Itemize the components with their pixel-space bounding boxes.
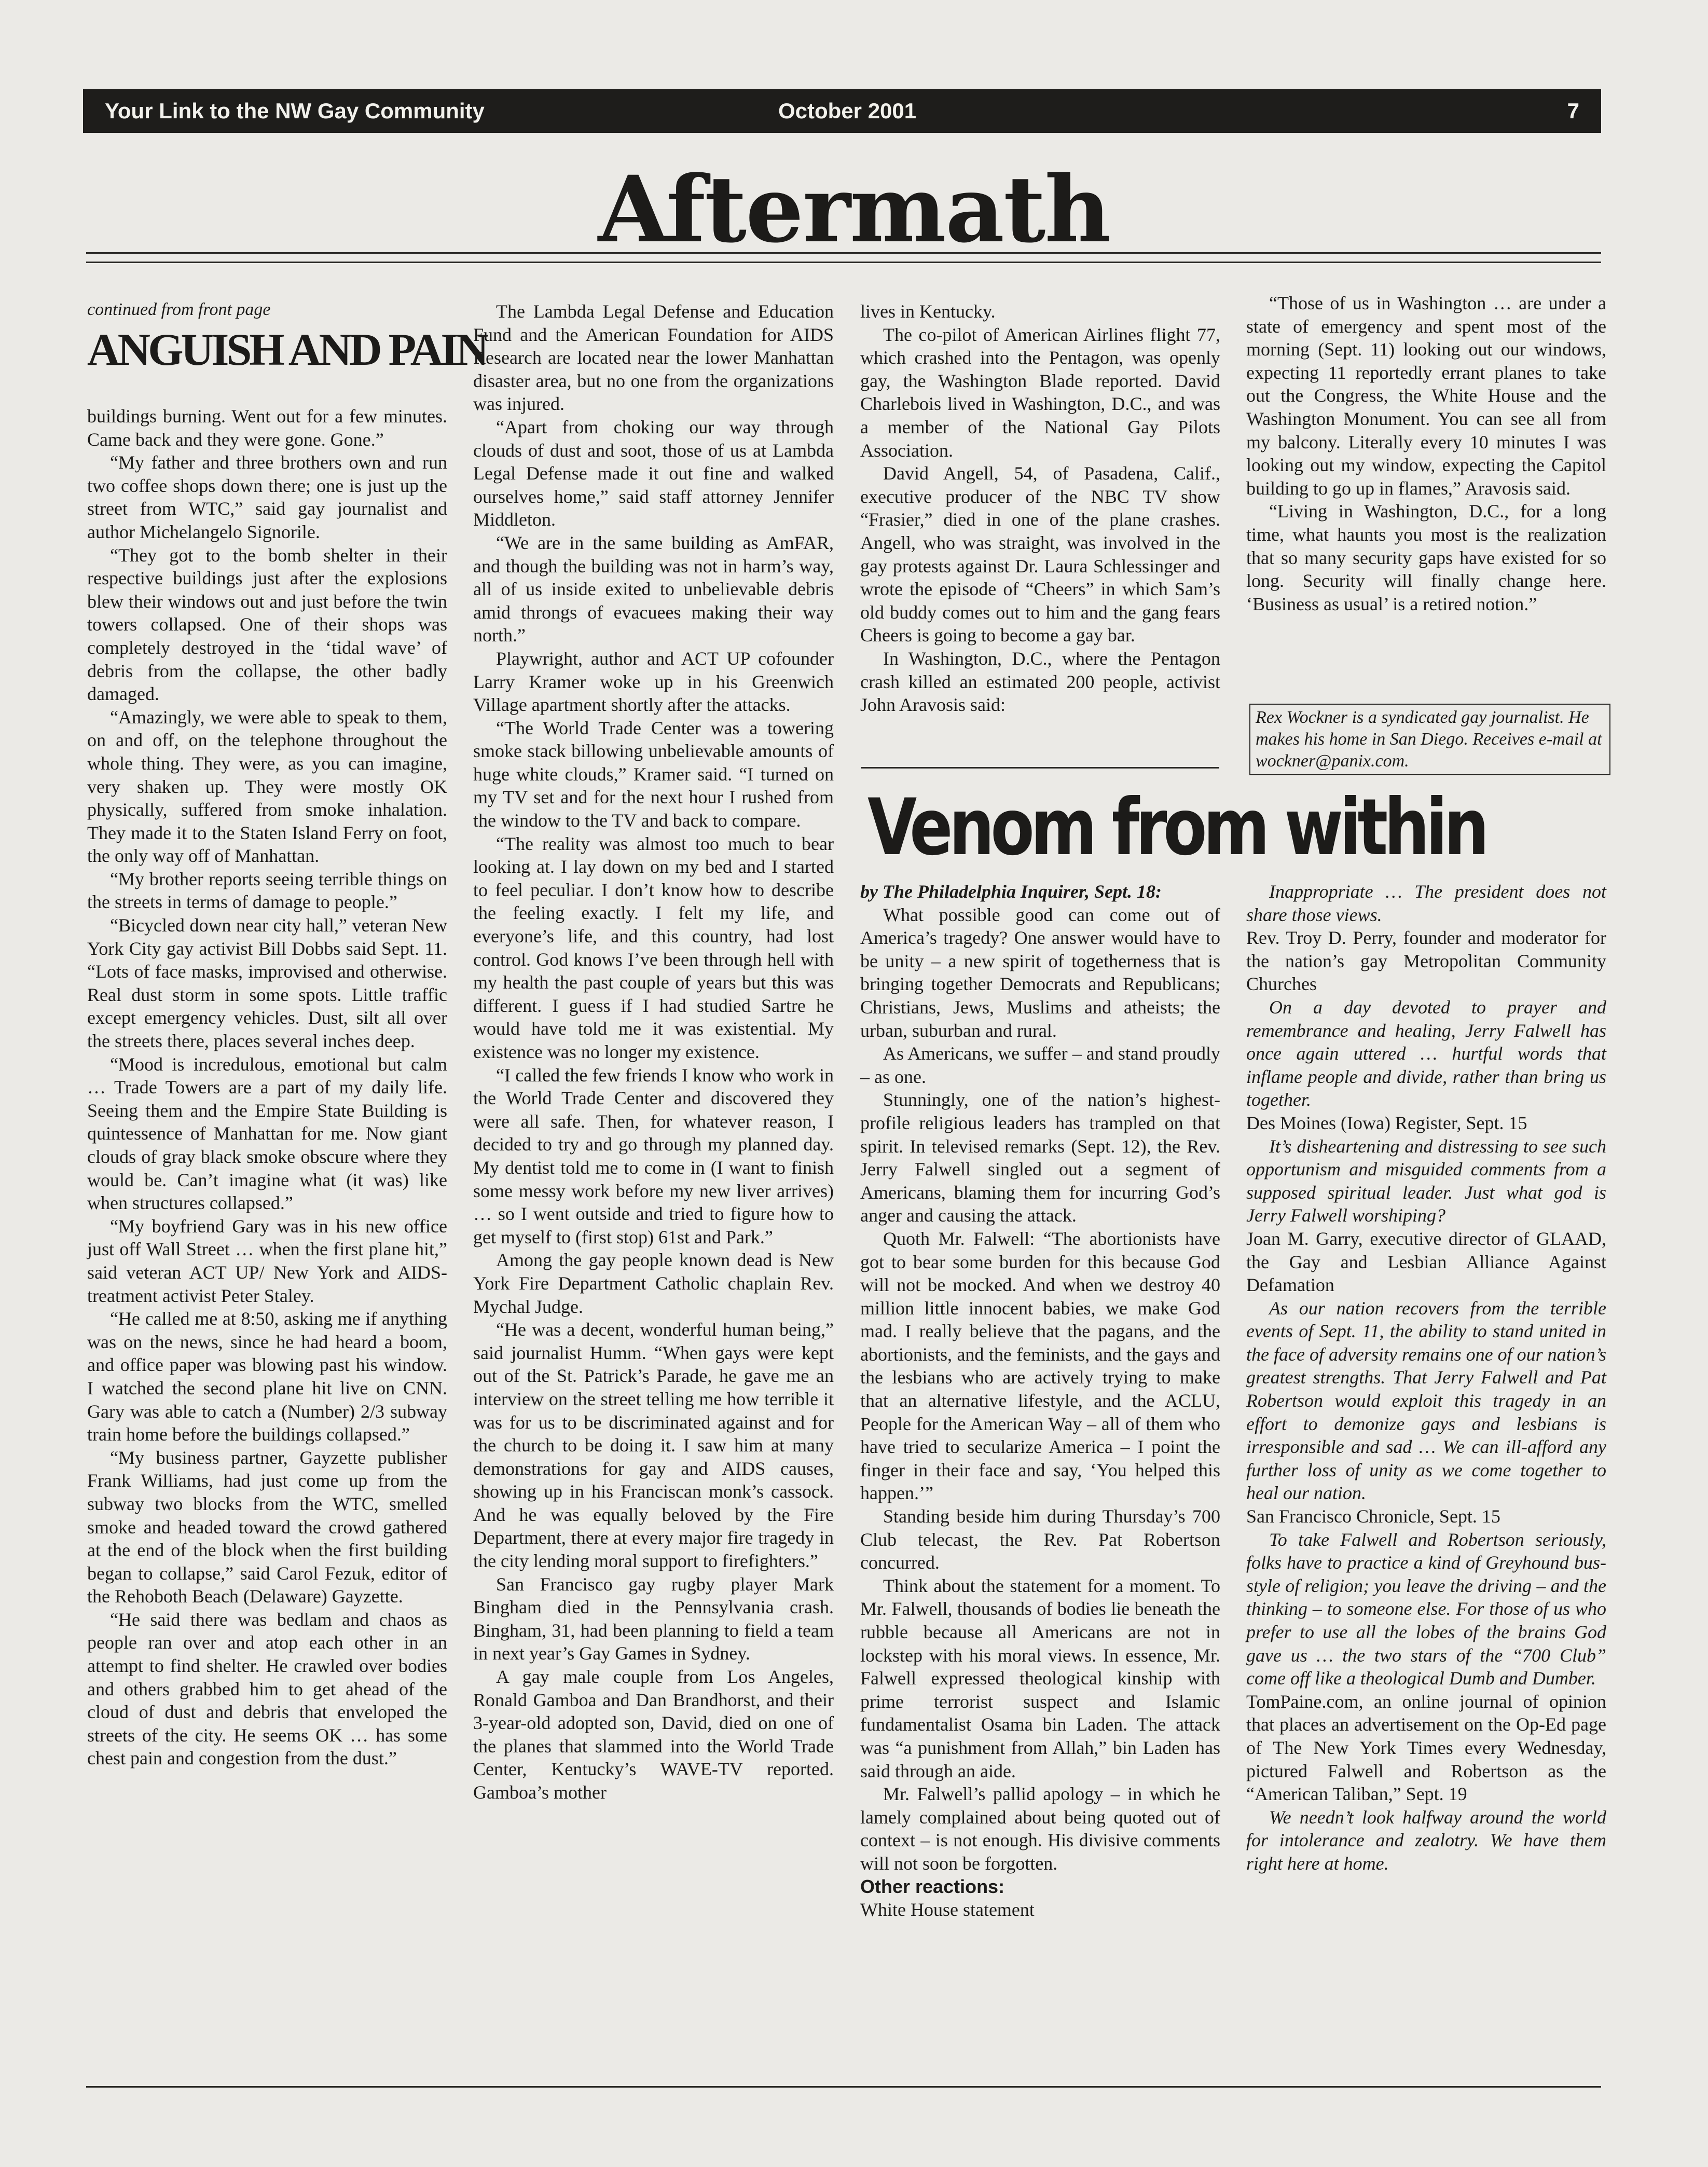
paragraph: Rev. Troy D. Perry, founder and moderator for the nation’s gay Metropolitan Community Churches (1246, 927, 1606, 995)
paragraph: What possible good can come out of America’s tragedy? One answer would have to be unity – a new spirit of togetherness that is bringing together Democrats and Republicans; Christians, Jews, Muslims and atheists; the urban, suburban and rural. (860, 904, 1220, 1041)
paragraph: “They got to the bomb shelter in their respective buildings just after the explosions blew their windows out and just before the twin towers collapsed. One of their shops was completely destroyed in the ‘tidal wave’ of debris from the collapse, the other badly damaged. (87, 544, 447, 705)
paragraph: To take Falwell and Robertson seriously, folks have to practice a kind of Greyhound bus-style of religion; you leave the driving – and the thinking – to someone else. For those of us who prefer to use all the lobes of the brains God gave us … the two stars of the “700 Club” come off like a theological Dumb and Dumber. (1246, 1529, 1606, 1689)
paragraph: The co-pilot of American Airlines flight 77, which crashed into the Pentagon, was openly gay, the Washington Blade reported. David Charlebois lived in Washington, D.C., and was a member of the National Gay Pilots Association. (860, 324, 1220, 461)
paragraph: We needn’t look halfway around the world for intolerance and zealotry. We have them right here at home. (1246, 1806, 1606, 1874)
paragraph: “The reality was almost too much to bear looking at. I lay down on my bed and I started to feel peculiar. I don’t know how to describe the feeling exactly. I felt my life, and everyone’s life, and this country, had lost control. God knows I’ve been through hell with my health the past couple of years but this was different. I guess if I had studied Sartre he would have told me it was existential. My existence was no longer my existence. (473, 833, 834, 1062)
paragraph: TomPaine.com, an online journal of opinion that places an advertisement on the Op-Ed page of The New York Times every Wednesday, pictured Falwell and Robertson as the “American Taliban,” Sept. 19 (1246, 1691, 1606, 1805)
paragraph: “He was a decent, wonderful human being,” said journalist Humm. “When gays were kept out of the St. Patrick’s Parade, he gave me an interview on the street telling me how terrible it was for us to be discriminated against and for the church to be doing it. I saw him at many demonstrations for gay and AIDS causes, showing up in his Franciscan monk’s cassock. And he was equally beloved by the Fire Department, there at every major fire tragedy in the city lending moral support to firefighters.” (473, 1319, 834, 1572)
paragraph: As our nation recovers from the terrible events of Sept. 11, the ability to stand united in the face of adversity remains one of our nation’s greatest strengths. That Jerry Falwell and Pat Robertson would exploit this tragedy in an effort to demonize gays and lesbians is irresponsible and sad … We can ill-afford any further loss of unity as we come together to heal our nation. (1246, 1297, 1606, 1504)
article2-column-2 (1246, 880, 1606, 1875)
headline-rule-bottom (86, 262, 1601, 263)
paragraph: A gay male couple from Los Angeles, Ronald Gamboa and Dan Brandhorst, and their 3-year-old adopted son, David, died on one of the planes that slammed into the World Trade Center, Kentucky’s WAVE-TV reported. Gamboa’s mother (473, 1666, 834, 1803)
paragraph: Mr. Falwell’s pallid apology – in which he lamely complained about being quoted out of context – is not enough. His divisive comments will not soon be forgotten. (860, 1784, 1220, 1874)
banner-tagline: Your Link to the NW Gay Community (105, 99, 485, 123)
paragraph: Think about the statement for a moment. To Mr. Falwell, thousands of bodies lie beneath the rubble because all Americans are not in lockstep with his moral views. In essence, Mr. Falwell expressed theological kinship with prime terrorist suspect and Islamic fundamentalist Osama bin Laden. The attack was “a punishment from Allah,” bin Laden has said through an aide. (860, 1575, 1220, 1781)
paragraph: San Francisco gay rugby player Mark Bingham died in the Pennsylvania crash. Bingham, 31, had been planning to field a team in next year’s Gay Games in Sydney. (473, 1573, 834, 1664)
article1-column-3 (860, 300, 1220, 717)
article-title-anguish: ANGUISH AND PAIN (87, 325, 487, 375)
paragraph: “Mood is incredulous, emotional but calm … Trade Towers are a part of my daily life. Seeing them and the Empire State Building is quintessence of Manhattan for me. Now giant clouds of gray black smoke obscure where they would be. Can’t imagine what (it was) like when structures collapsed.” (87, 1053, 447, 1214)
paragraph: “He said there was bedlam and chaos as people ran over and atop each other in an attempt to find shelter. He crawled over bodies and others grabbed him to get ahead of the cloud of dust and debris that enveloped the streets of the city. He seems OK … has some chest pain and congestion from the dust.” (87, 1609, 447, 1769)
other-reactions-heading: Other reactions: (860, 1875, 1005, 1897)
paragraph: lives in Kentucky. (860, 301, 996, 322)
paragraph: It’s disheartening and distressing to see such opportunism and misguided comments from a supposed spiritual leader. Just what god is Jerry Falwell worshiping? (1246, 1135, 1606, 1226)
headline-rule-top (86, 252, 1601, 254)
paragraph: “The World Trade Center was a towering smoke stack billowing unbelievable amounts of huge white clouds,” Kramer said. “I turned on my TV set and for the next hour I rushed from the window to the TV and back to compare. (473, 717, 834, 831)
article1-column-4 (1246, 292, 1606, 615)
article1-column-2 (473, 300, 834, 1804)
article2-column-1-body (860, 903, 1220, 1875)
paragraph: Quoth Mr. Falwell: “The abortionists have got to bear some burden for this because God will not be mocked. And when we destroy 40 million little innocent babies, we make God mad. I really believe that the pagans, and the abortionists, and the feminists, and the gays and the lesbians who are actively trying to make that an alternative lifestyle, and the ACLU, People for the American Way – all of them who have tried to secularize America – I point the finger in their face and say, ‘You helped this happen.’” (860, 1228, 1220, 1504)
paragraph: Joan M. Garry, executive director of GLAAD, the Gay and Lesbian Alliance Against Defamation (1246, 1228, 1606, 1296)
page-bottom-rule (86, 2086, 1601, 2088)
paragraph: David Angell, 54, of Pasadena, Calif., executive producer of the NBC TV show “Frasier,” died in one of the plane crashes. Angell, who was straight, was involved in the gay protests against Dr. Laura Schlessinger and wrote the episode of “Cheers” in which Sam’s old buddy comes out to him and the gang fears Cheers is going to become a gay bar. (860, 463, 1220, 646)
paragraph: “He called me at 8:50, asking me if anything was on the news, since he had heard a boom, and office paper was blowing past his window. I watched the second plane hit live on CNN. Gary was able to catch a (Number) 2/3 subway train home before the buildings collapsed.” (87, 1308, 447, 1445)
article1-column-1 (87, 405, 447, 1770)
paragraph: “Apart from choking our way through clouds of dust and soot, those of us at Lambda Legal Defense made it out fine and walked ourselves home,” said staff attorney Jennifer Middleton. (473, 416, 834, 530)
paragraph: San Francisco Chronicle, Sept. 15 (1246, 1506, 1500, 1527)
paragraph: Stunningly, one of the nation’s highest-profile religious leaders has trampled on that spirit. In televised remarks (Sept. 12), the Rev. Jerry Falwell singled out a segment of Americans, blaming them for incurring God’s anger and causing the attack. (860, 1089, 1220, 1226)
article2-column-1 (860, 880, 1220, 1922)
paragraph: Standing beside him during Thursday’s 700 Club telecast, the Rev. Pat Robertson concurred. (860, 1506, 1220, 1573)
paragraph: As Americans, we suffer – and stand proudly – as one. (860, 1043, 1220, 1087)
paragraph: On a day devoted to prayer and remembrance and healing, Jerry Falwell has once again uttered … hurtful words that inflame people and divide, rather than bring us together. (1246, 996, 1606, 1110)
white-house-statement-label: White House statement (860, 1899, 1035, 1921)
banner-date: October 2001 (778, 99, 917, 123)
paragraph: Des Moines (Iowa) Register, Sept. 15 (1246, 1112, 1527, 1133)
author-bio-box: Rex Wockner is a syndicated gay journalist. He makes his home in San Diego. Receives e-mail at wockner@panix.com. (1249, 704, 1610, 775)
paragraph: Among the gay people known dead is New York Fire Department Catholic chaplain Rev. Mychal Judge. (473, 1250, 834, 1317)
paragraph: “My brother reports seeing terrible things on the streets in terms of damage to people.” (87, 868, 447, 913)
article-byline: by The Philadelphia Inquirer, Sept. 18: (860, 881, 1162, 902)
continued-kicker: continued from front page (87, 300, 271, 319)
page-number: 7 (1567, 99, 1579, 123)
paragraph: “Amazingly, we were able to speak to them, on and off, on the telephone throughout the whole thing. They were, as you can imagine, very shaken up. They were mostly OK physically, suffered from smoke inhalation. They made it to the Staten Island Ferry on foot, the only way off of Manhattan. (87, 706, 447, 867)
paragraph: In Washington, D.C., where the Pentagon crash killed an estimated 200 people, activist John Aravosis said: (860, 648, 1220, 716)
paragraph: The Lambda Legal Defense and Education Fund and the American Foundation for AIDS Research are located near the lower Manhattan disaster area, but no one from the organizations was injured. (473, 301, 834, 415)
paragraph: buildings burning. Went out for a few minutes. Came back and they were gone. Gone.” (87, 406, 447, 450)
paragraph: “I called the few friends I know who work in the World Trade Center and discovered they were all safe. Then, for whatever reason, I decided to try and go through my planned day. My dentist told me to come in (I want to finish some messy work before my new liver arrives) … so I went outside and tried to figure how to get myself to (first stop) 61st and Park.” (473, 1064, 834, 1247)
article-divider (861, 767, 1219, 769)
section-headline: Aftermath (598, 156, 1110, 263)
article-title-venom: Venom from within (867, 783, 1486, 873)
paragraph: “My boyfriend Gary was in his new office just off Wall Street … when the first plane hit,” said veteran ACT UP/ New York and AIDS-treatment activist Peter Staley. (87, 1215, 447, 1306)
page-banner (83, 89, 1601, 133)
paragraph: “Living in Washington, D.C., for a long time, what haunts you most is the realization that so many security gaps have existed for so long. Security will finally change here. ‘Business as usual’ is a retired notion.” (1246, 501, 1606, 614)
paragraph: Playwright, author and ACT UP cofounder Larry Kramer woke up in his Greenwich Village apartment shortly after the attacks. (473, 648, 834, 716)
paragraph: “My business partner, Gayzette publisher Frank Williams, had just come up from the subway two blocks from the WTC, smelled smoke and headed toward the crowd gathered at the end of the block when the first building began to collapse,” said Carol Fezuk, editor of the Rehoboth Beach (Delaware) Gayzette. (87, 1447, 447, 1607)
paragraph: “My father and three brothers own and run two coffee shops down there; one is just up the street from WTC,” said gay journalist and author Michelangelo Signorile. (87, 452, 447, 542)
paragraph: “Bicycled down near city hall,” veteran New York City gay activist Bill Dobbs said Sept. 11. “Lots of face masks, improvised and otherwise. Real dust storm in some spots. Little traffic except emergency vehicles. Dust, silt all over the streets there, places several inches deep. (87, 915, 447, 1052)
paragraph: “We are in the same building as AmFAR, and though the building was not in harm’s way, all of us inside exited to unbelievable debris amid throngs of evacuees making their way north.” (473, 532, 834, 646)
paragraph: “Those of us in Washington … are under a state of emergency and spent most of the morning (Sept. 11) looking out our windows, expecting 11 reportedly errant planes to take out the Congress, the White House and the Washington Monument. You can see all from my balcony. Literally every 10 minutes I was looking out my window, expecting the Capitol building to go up in flames,” Aravosis said. (1246, 293, 1606, 499)
paragraph: Inappropriate … The president does not share those views. (1246, 881, 1606, 925)
